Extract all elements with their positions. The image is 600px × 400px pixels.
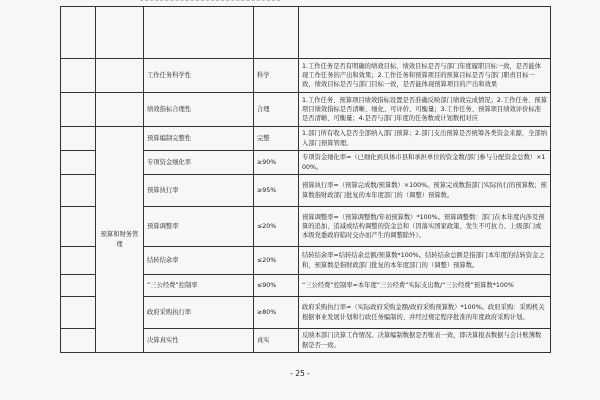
indicator-description: 1.工作任务、预算项目绩效指标设置是否准确反映部门绩效完成情况；2.工作任务、预算项目绩效指标是否清晰、细化、可评价、可衡量；3.工作任务、预算项目绩效评价标准是否清晰、可衡量；4.是否与部门年度的任务数或计划数相对应 xyxy=(299,93,551,127)
indicator-standard: 科学 xyxy=(254,59,299,93)
indicator-name: 预算调整率 xyxy=(144,207,254,247)
performance-indicator-table xyxy=(60,6,551,353)
table-cell xyxy=(96,93,144,127)
table-cell xyxy=(61,151,96,175)
indicator-description: “三公经费”控制率=本年度“三公经费”实际支出数/“三公经费”预算数*100% xyxy=(299,275,551,297)
indicator-name: 专项资金细化率 xyxy=(144,151,254,175)
indicator-description: 预算执行率=（预算完成数/预算数）×100%。预算完成数指部门实际执行的预算数；预算数指财政部门批复的本年度部门的（调整）预算数。 xyxy=(299,175,551,207)
table-cell xyxy=(61,127,96,151)
indicator-description xyxy=(299,7,551,59)
table-cell xyxy=(96,7,144,59)
indicator-name: 预算执行率 xyxy=(144,175,254,207)
indicator-standard: 完整 xyxy=(254,127,299,151)
indicator-standard xyxy=(254,7,299,59)
indicator-name: 结转结余率 xyxy=(144,247,254,275)
indicator-name: 绩效指标合理性 xyxy=(144,93,254,127)
indicator-description: 1.工作任务是否有明确的绩效目标，绩效目标是否与部门年度履职目标一致，是否能体现工作任务的产出和效果；2.工作任务和预算项目的预算目标是否与部门职责目标一致，绩效目标是否与部门目标一致，是否能体现预算项目的产出和效果 xyxy=(299,59,551,93)
indicator-standard: ≤20% xyxy=(254,247,299,275)
table-row xyxy=(61,127,551,151)
table-cell xyxy=(61,93,96,127)
group-label: 预算和财务管理 xyxy=(96,127,144,353)
indicator-description: 反映本部门决算工作情况。决算编制数据是否账表一致，即决算报表数据与会计账簿数据是否一致。 xyxy=(299,329,551,353)
table-row xyxy=(61,7,551,59)
indicator-description: 1.部门所有收入是否全部纳入部门预算；2.部门支出预算是否统筹各类资金来源，全部纳入部门预算管理。 xyxy=(299,127,551,151)
indicator-standard: 真实 xyxy=(254,329,299,353)
indicator-standard: ≤20% xyxy=(254,207,299,247)
indicator-description: 政府采购执行率=（实际政府采购金额/政府采购预算数）*100%。政府采购：采购机关根据事业发展计划和行政任务编制的、并经过规定程序批准的年度政府采购计划。 xyxy=(299,297,551,329)
indicator-standard: 合理 xyxy=(254,93,299,127)
indicator-name: 预算编制完整性 xyxy=(144,127,254,151)
indicator-name: 工作任务科学性 xyxy=(144,59,254,93)
table-cell xyxy=(96,59,144,93)
indicator-description: 专项资金细化率=（已细化到具体市县和承担单位的资金数/部门参与分配资金总数）×100%。 xyxy=(299,151,551,175)
table-row xyxy=(61,93,551,127)
indicator-standard: ≥80% xyxy=(254,297,299,329)
indicator-standard: ≥95% xyxy=(254,175,299,207)
table-cell xyxy=(61,247,96,275)
indicator-name xyxy=(144,7,254,59)
page-number: - 25 - xyxy=(290,369,310,378)
indicator-standard: ≥90% xyxy=(254,151,299,175)
indicator-description: 预算调整率=（预算调整数/年初预算数）*100%。预算调整数：部门在本年度内涉及预算的追加、追减或结构调整的资金总和（因落实国家政策、发生不可抗力、上级部门或本级党委政府临时交办而产生的调整除外）。 xyxy=(299,207,551,247)
table-cell xyxy=(61,59,96,93)
table-cell xyxy=(61,329,96,353)
table-cell xyxy=(61,175,96,207)
table-cell xyxy=(61,7,96,59)
indicator-name: 政府采购执行率 xyxy=(144,297,254,329)
indicator-standard: ≤90% xyxy=(254,275,299,297)
indicator-description: 结转结余率=结转结余总额/预算数*100%。结转结余总额是指部门本年度的结转资金之和，预算数是指财政部门批复的本年度部门的（调整）预算数。 xyxy=(299,247,551,275)
table-cell xyxy=(61,297,96,329)
table-cell xyxy=(61,275,96,297)
table-row xyxy=(61,59,551,93)
table-cell xyxy=(61,207,96,247)
indicator-name: “三公经费”控制率 xyxy=(144,275,254,297)
indicator-name: 决算真实性 xyxy=(144,329,254,353)
